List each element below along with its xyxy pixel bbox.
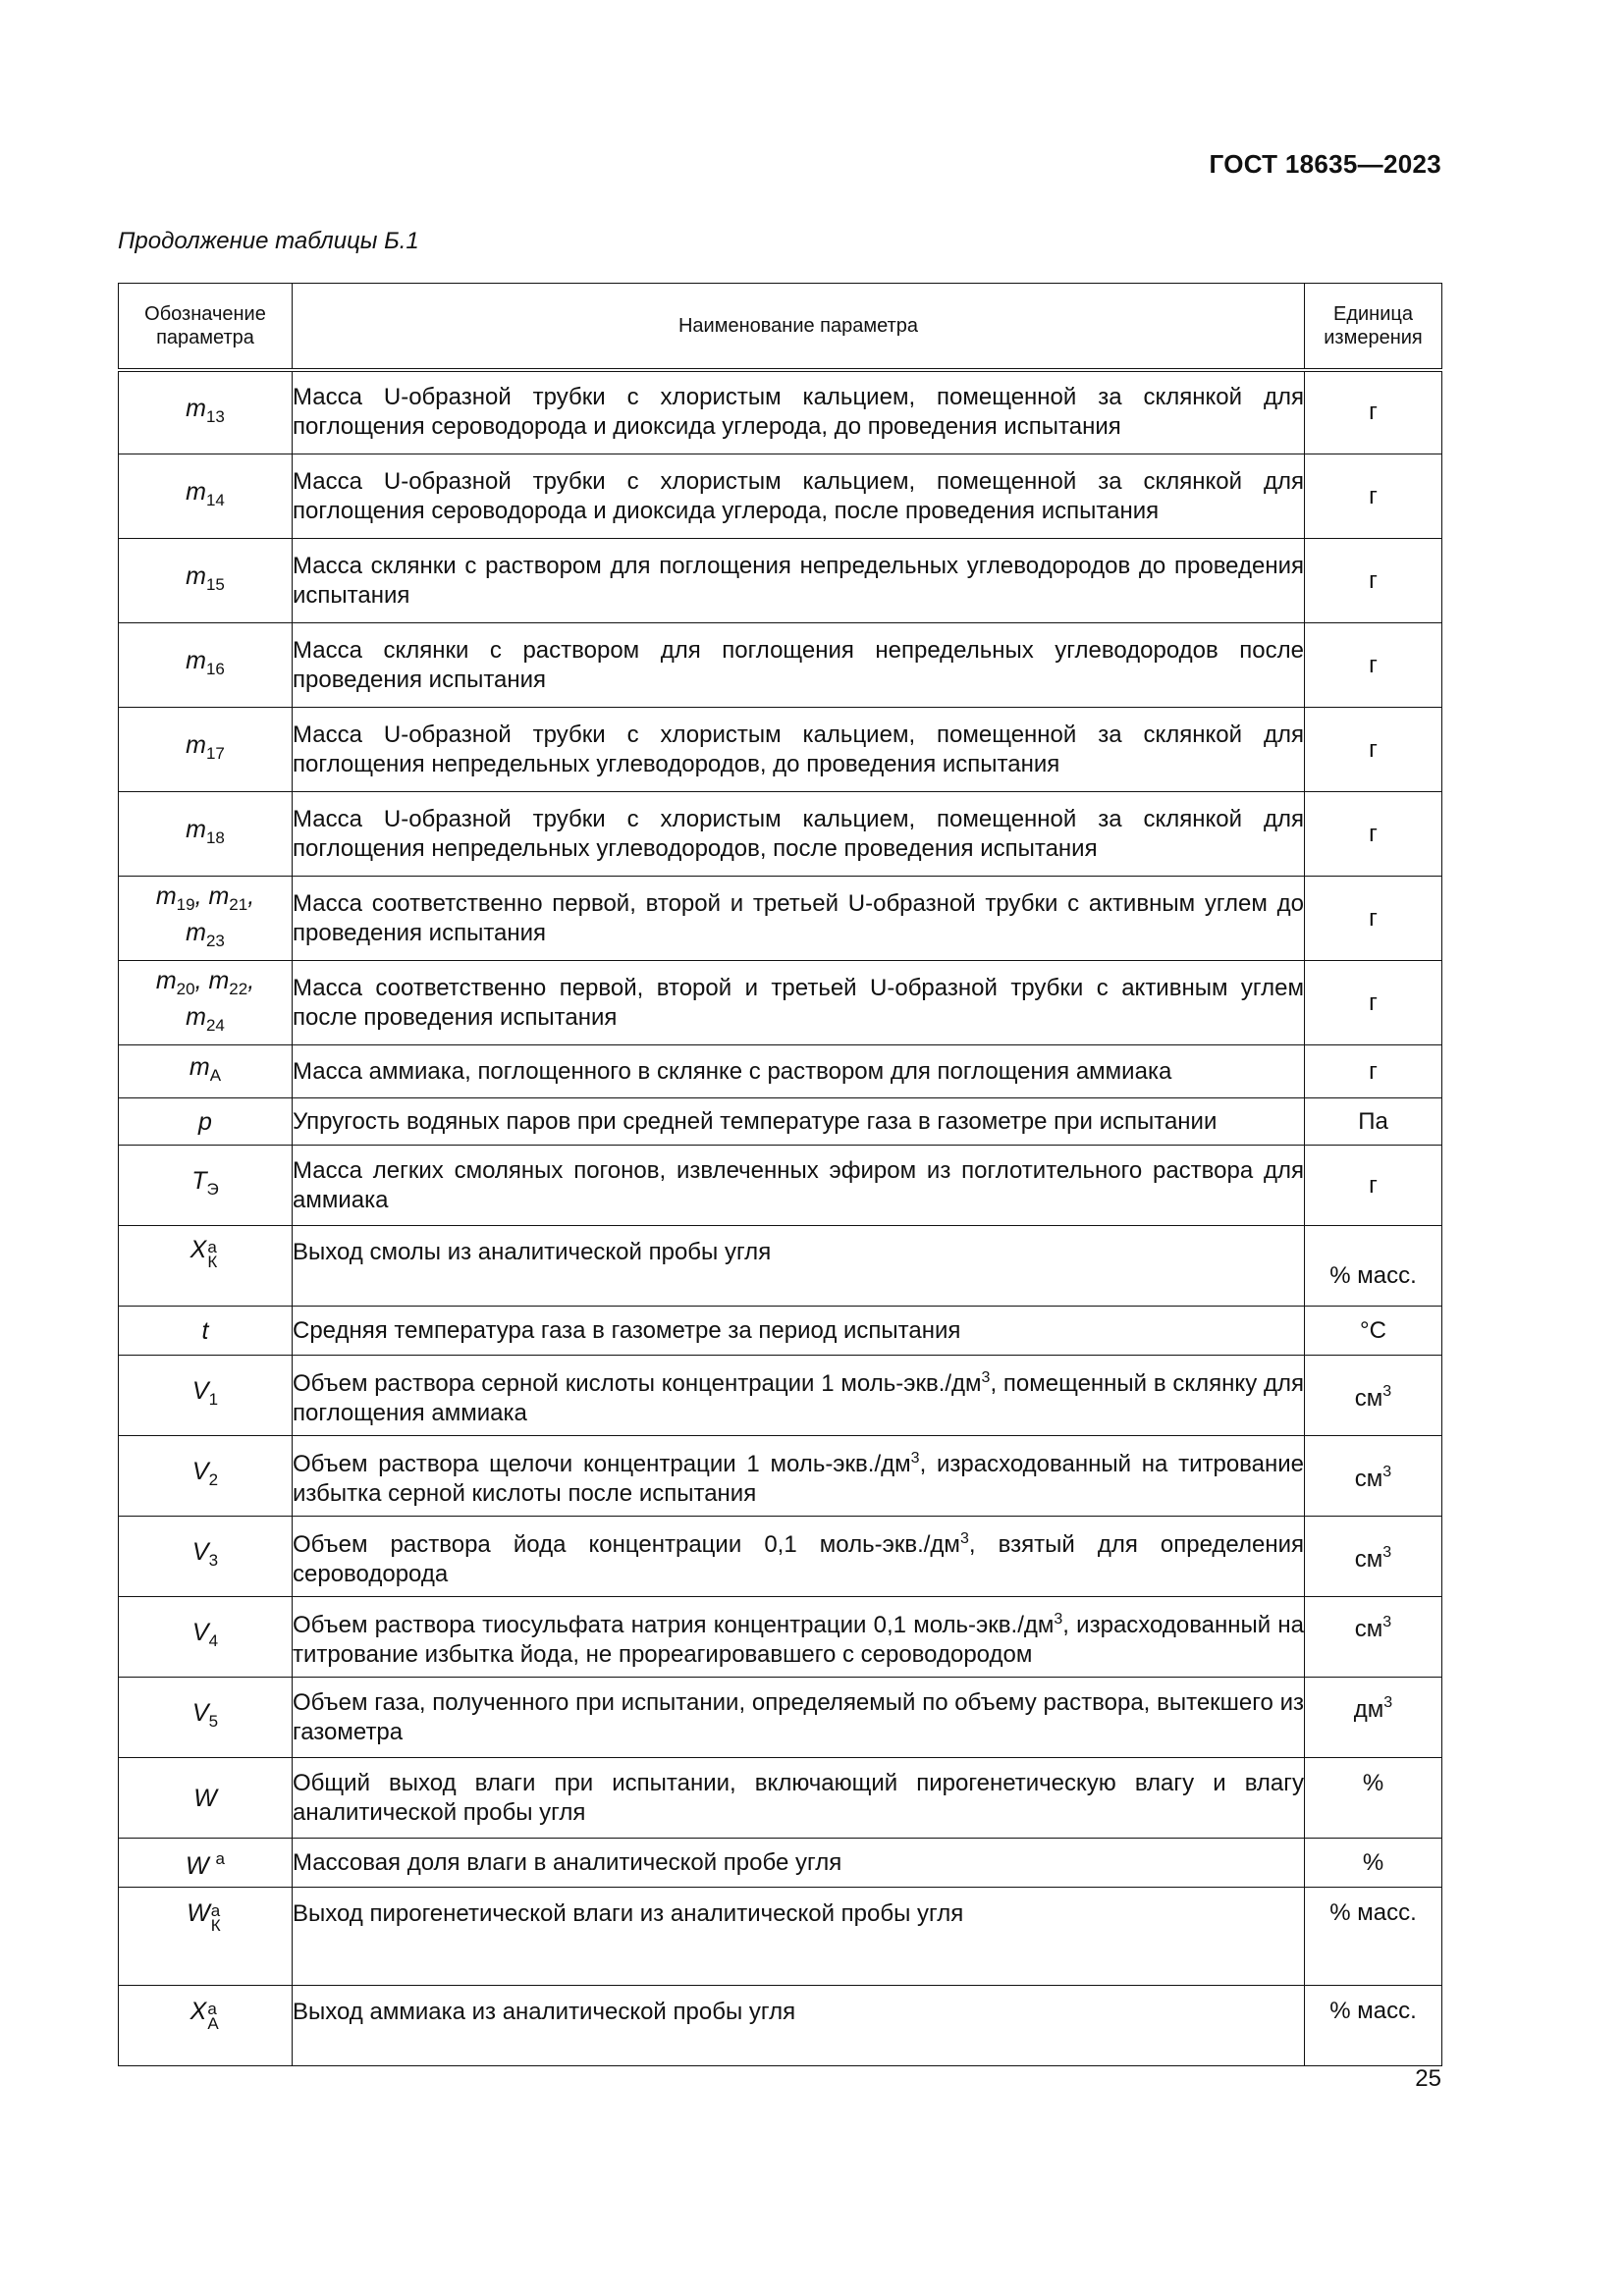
symbol-cell (119, 1758, 293, 1839)
symbol: m (186, 478, 206, 506)
symbol-subscript: 4 (208, 1631, 219, 1650)
unit-superscript: 3 (1382, 1614, 1392, 1630)
table-caption: Продолжение таблицы Б.1 (118, 228, 419, 254)
symbol: m (186, 731, 206, 759)
symbol-superscript: а (215, 1849, 226, 1868)
symbol-cell (119, 708, 293, 792)
symbol: m (155, 966, 177, 994)
description-cell: Масса легких смоляных погонов, извлеченных эфиром из поглотительного раствора для аммиака (293, 1146, 1305, 1226)
symbol-subscript: 17 (205, 744, 225, 763)
symbol-cell (119, 1356, 293, 1436)
symbol-cell: $m_{20}$, $m_{22}$, $m_{24}$ (119, 961, 293, 1045)
header-symbol: Обозначение параметра (119, 284, 293, 370)
symbol: m (155, 881, 177, 910)
symbol-subscript: 15 (205, 575, 225, 594)
unit-cell: г (1305, 539, 1442, 623)
symbol: W (193, 1784, 217, 1812)
unit-cell: % масс. (1305, 1226, 1442, 1307)
table-row (119, 1839, 1442, 1888)
description-cell: Объем газа, полученного при испытании, определяемый по объему раствора, вытекшего из газометра (293, 1678, 1305, 1758)
table-row (119, 1986, 1442, 2066)
symbol-cell (119, 1307, 293, 1356)
parameters-table (118, 283, 1442, 2066)
description-text: , израсходованный на титрование избытка йода, не прореагировавшего с сероводородом (293, 1611, 1305, 1668)
description-cell: Масса соответственно первой, второй и третьей U-образной трубки с активным углем до проведения испытания (293, 877, 1305, 961)
unit-cell: г (1305, 454, 1442, 539)
table-row (119, 1226, 1442, 1307)
symbol-cell (119, 792, 293, 877)
document-code: ГОСТ 18635—2023 (1209, 149, 1441, 179)
symbol: m (186, 816, 206, 843)
unit-cell (1305, 1356, 1442, 1436)
symbol-cell (119, 1678, 293, 1758)
description-cell: Массовая доля влаги в аналитической пробе угля (293, 1839, 1305, 1888)
description-cell: Масса склянки с раствором для поглощения непредельных углеводородов после проведения испытания (293, 623, 1305, 708)
symbol: m (208, 966, 230, 994)
table-row (119, 1098, 1442, 1146)
unit-cell (1305, 1597, 1442, 1678)
unit-cell: г (1305, 1146, 1442, 1226)
symbol: t (201, 1316, 209, 1345)
description-cell: Масса U-образной трубки с хлористым кальцием, помещенной за склянкой для поглощения сероводорода и диоксида углерода, после проведения испытания (293, 454, 1305, 539)
symbol: p (198, 1107, 212, 1136)
unit-cell: г (1305, 792, 1442, 877)
unit-text: см (1354, 1616, 1383, 1642)
unit-cell (1305, 1436, 1442, 1517)
symbol: X (189, 1998, 207, 2025)
table-row (119, 1517, 1442, 1597)
symbol: m (186, 647, 206, 674)
table-row (119, 623, 1442, 708)
symbol: m (186, 394, 206, 422)
description-text: Объем раствора тиосульфата натрия концентрации 0,1 моль-экв./дм (293, 1611, 1055, 1638)
symbol-subscript: 18 (205, 828, 225, 847)
symbol-cell (119, 1517, 293, 1597)
symbol: V (191, 1377, 209, 1405)
table-row (119, 877, 1442, 961)
description-cell: Общий выход влаги при испытании, включающий пирогенетическую влагу и влагу аналитической пробы угля (293, 1758, 1305, 1839)
symbol-subscript: 16 (205, 660, 225, 678)
header-unit: Единица измерения (1305, 284, 1442, 370)
unit-text: см (1354, 1385, 1383, 1412)
description-cell: Масса U-образной трубки с хлористым кальцием, помещенной за склянкой для поглощения непредельных углеводородов, после проведения испытания (293, 792, 1305, 877)
symbol-subscript: 14 (205, 491, 225, 509)
table-row (119, 1758, 1442, 1839)
symbol-cell (119, 1597, 293, 1678)
description-text: Объем раствора йода концентрации 0,1 моль-экв./дм (293, 1530, 960, 1558)
table-row (119, 1045, 1442, 1098)
symbol-cell (119, 1436, 293, 1517)
unit-superscript: 3 (1382, 1464, 1392, 1480)
symbol-subscript: 13 (205, 406, 225, 426)
unit-cell: г (1305, 708, 1442, 792)
symbol-cell (119, 1226, 293, 1307)
table-row (119, 708, 1442, 792)
symbol-cell (119, 1098, 293, 1146)
symbol: m (189, 1053, 210, 1081)
description-cell (293, 1356, 1305, 1436)
description-cell (293, 1436, 1305, 1517)
symbol-superscript: а (207, 2000, 217, 2019)
symbol-cell (119, 539, 293, 623)
description-cell: Выход пирогенетической влаги из аналитической пробы угля (293, 1888, 1305, 1986)
symbol-subscript: А (207, 2014, 219, 2034)
table-row (119, 1146, 1442, 1226)
symbol-subscript: 19 (176, 894, 195, 914)
symbol-subscript: 5 (208, 1712, 219, 1731)
description-cell: Выход аммиака из аналитической пробы угля (293, 1986, 1305, 2066)
symbol-cell (119, 454, 293, 539)
symbol-subscript: 21 (229, 894, 248, 914)
unit-cell: г (1305, 623, 1442, 708)
symbol-cell (119, 1888, 293, 1986)
description-text: , помещенный в склянку для поглощения аммиака (293, 1369, 1304, 1426)
symbol-subscript: Э (206, 1180, 219, 1199)
description-superscript: 3 (1054, 1610, 1063, 1628)
symbol-subscript: 3 (208, 1551, 219, 1570)
symbol: m (208, 881, 230, 910)
symbol-subscript: 23 (205, 931, 225, 950)
description-cell: Масса соответственно первой, второй и третьей U-образной трубки с активным углем после проведения испытания (293, 961, 1305, 1045)
symbol: m (186, 918, 206, 946)
table-row (119, 454, 1442, 539)
symbol-subscript: А (209, 1066, 222, 1085)
description-text: , взятый для определения сероводорода (293, 1530, 1304, 1587)
unit-cell (1305, 1517, 1442, 1597)
symbol-cell (119, 623, 293, 708)
description-cell: Масса U-образной трубки с хлористым кальцием, помещенной за склянкой для поглощения непредельных углеводородов, до проведения испытания (293, 708, 1305, 792)
symbol: m (186, 562, 206, 590)
symbol-superscript: а (207, 1238, 217, 1257)
symbol-subscript: К (210, 1916, 221, 1936)
table-row (119, 1678, 1442, 1758)
unit-superscript: 3 (1382, 1544, 1392, 1561)
symbol-cell (119, 1045, 293, 1098)
table-row (119, 1888, 1442, 1986)
symbol-subscript: 24 (205, 1015, 225, 1035)
unit-cell: г (1305, 1045, 1442, 1098)
symbol: V (191, 1619, 209, 1646)
description-cell: Выход смолы из аналитической пробы угля (293, 1226, 1305, 1307)
table-header-row (119, 284, 1442, 370)
symbol: m (186, 1002, 206, 1031)
symbol: V (191, 1458, 209, 1485)
description-cell: Масса U-образной трубки с хлористым кальцием, помещенной за склянкой для поглощения сероводорода и диоксида углерода, до проведения испытания (293, 370, 1305, 454)
unit-cell: г (1305, 370, 1442, 454)
symbol-subscript: 22 (229, 979, 248, 998)
symbol-cell (119, 1986, 293, 2066)
unit-cell: г (1305, 877, 1442, 961)
table-row (119, 370, 1442, 454)
page-number: 25 (1415, 2065, 1441, 2092)
description-superscript: 3 (959, 1529, 969, 1547)
symbol-subscript: 1 (208, 1390, 219, 1409)
symbol: X (189, 1236, 207, 1263)
unit-superscript: 3 (1382, 1383, 1392, 1400)
unit-text: см (1354, 1466, 1383, 1492)
description-cell (293, 1517, 1305, 1597)
description-cell: Упругость водяных паров при средней температуре газа в газометре при испытании (293, 1098, 1305, 1146)
unit-superscript: 3 (1383, 1694, 1393, 1711)
unit-cell: Па (1305, 1098, 1442, 1146)
unit-cell: % масс. (1305, 1986, 1442, 2066)
table-row (119, 1307, 1442, 1356)
header-name: Наименование параметра (293, 284, 1305, 370)
description-cell: Средняя температура газа в газометре за период испытания (293, 1307, 1305, 1356)
symbol-subscript: 2 (208, 1470, 219, 1489)
symbol: W (187, 1899, 210, 1927)
symbol-subscript: К (207, 1253, 218, 1272)
symbol-cell (119, 370, 293, 454)
description-text: Объем раствора щелочи концентрации 1 моль-экв./дм (293, 1450, 911, 1477)
description-text: Объем раствора серной кислоты концентрации 1 моль-экв./дм (293, 1369, 982, 1397)
table-row (119, 1356, 1442, 1436)
unit-text: дм (1353, 1696, 1384, 1723)
unit-cell: % масс. (1305, 1888, 1442, 1986)
symbol: T (191, 1167, 207, 1195)
symbol-subscript: 20 (176, 979, 195, 998)
unit-cell: % (1305, 1758, 1442, 1839)
description-superscript: 3 (910, 1449, 920, 1467)
symbol-cell (119, 1146, 293, 1226)
symbol-superscript: а (210, 1901, 221, 1921)
unit-cell: % (1305, 1839, 1442, 1888)
description-cell: Масса склянки с раствором для поглощения непредельных углеводородов до проведения испытания (293, 539, 1305, 623)
description-text: , израсходованный на титрование избытка серной кислоты после испытания (293, 1450, 1304, 1507)
table-row (119, 792, 1442, 877)
table-row (119, 961, 1442, 1045)
unit-cell (1305, 1678, 1442, 1758)
table-row (119, 1436, 1442, 1517)
unit-cell: г (1305, 961, 1442, 1045)
table-row (119, 1597, 1442, 1678)
symbol: W (185, 1852, 209, 1880)
symbol: V (191, 1699, 209, 1727)
description-cell (293, 1597, 1305, 1678)
symbol: V (191, 1538, 209, 1566)
symbol-cell (119, 1839, 293, 1888)
description-cell: Масса аммиака, поглощенного в склянке с раствором для поглощения аммиака (293, 1045, 1305, 1098)
unit-cell: °С (1305, 1307, 1442, 1356)
table-row (119, 539, 1442, 623)
unit-text: см (1354, 1546, 1383, 1573)
symbol-cell: $m_{19}$, $m_{21}$, $m_{23}$ (119, 877, 293, 961)
description-superscript: 3 (981, 1368, 991, 1386)
